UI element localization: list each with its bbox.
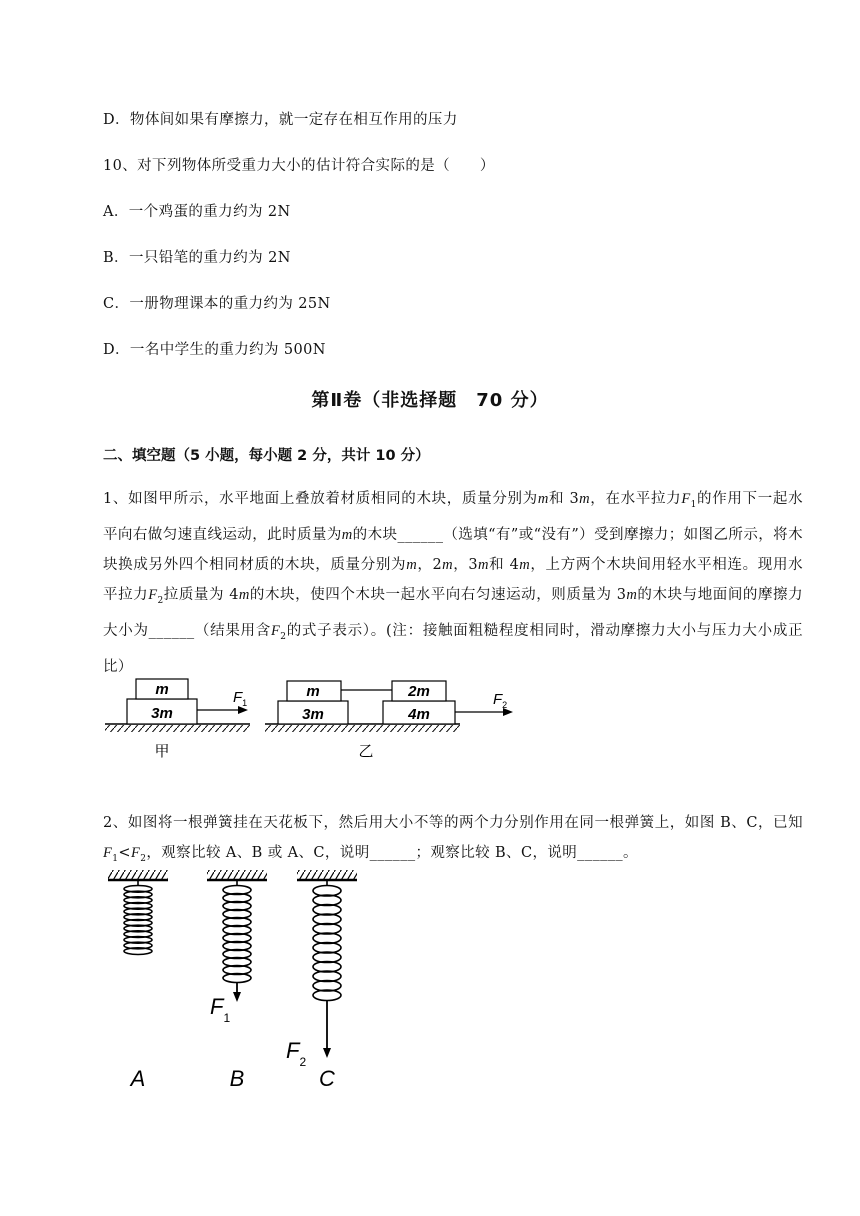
- figure-yi: [265, 681, 513, 760]
- force-f2-label: $F_2$: [493, 691, 508, 710]
- q10-option-a: A．一个鸡蛋的重力约为 2N: [103, 204, 291, 220]
- block-yi-4m-label: 4m: [408, 706, 430, 723]
- block-yi-3m-label: 3m: [302, 706, 324, 723]
- block-yi-2m-label: 2m: [408, 683, 430, 700]
- caption-jia: 甲: [154, 743, 170, 760]
- spring-b: [207, 870, 267, 1002]
- figure-jia: [105, 679, 250, 760]
- q10-option-c: C．一册物理课本的重力约为 25N: [103, 296, 331, 312]
- spring-c-label: C: [319, 1066, 335, 1091]
- part2-title: 第Ⅱ卷（非选择题 70 分）: [311, 390, 549, 411]
- q10-stem: 10、对下列物体所受重力大小的估计符合实际的是（ ）: [103, 158, 495, 174]
- block-yi-m-label: m: [306, 683, 320, 700]
- force-f1-spring-label: $F_1$: [210, 994, 231, 1025]
- fill-q1-text: 1、如图甲所示，水平地面上叠放着材质相同的木块，质量分别为m和 3m，在水平拉力$F_1$的作用下一起水平向右做匀速直线运动，此时质量为m的木块______（选填“有”或“没有”）受到摩擦力；如图乙所示，将木块换成另外四个相同材质的木块，质量分别为m，2m，3m和 4m，上方两个木块间用轻水平相连。现用水平拉力$F_2$拉质量为 4m的木块，使四个木块一起水平向右匀速运动，则质量为 3m的木块与地面间的摩擦力大小为______（结果用含$F_2$的式子表示）。(注：接触面粗糙程度相同时，滑动摩擦力大小与压力大小成正比）: [103, 491, 804, 675]
- block-3m-label: 3m: [151, 705, 173, 722]
- spring-b-label: B: [229, 1066, 245, 1091]
- fill-section-heading: 二、填空题（5 小题，每小题 2 分，共计 10 分）: [103, 448, 430, 464]
- q10-option-d: D．一名中学生的重力约为 500N: [103, 342, 326, 358]
- force-f1-label: $F_1$: [233, 689, 248, 708]
- block-m-label: m: [155, 681, 169, 698]
- blocks-figure: [100, 672, 530, 772]
- q9-option-d: D．物体间如果有摩擦力，就一定存在相互作用的压力: [103, 112, 458, 128]
- q10-option-b: B．一只铅笔的重力约为 2N: [103, 250, 291, 266]
- fill-q2-text: 2、如图将一根弹簧挂在天花板下，然后用大小不等的两个力分别作用在同一根弹簧上，如图 B、C，已知$F_1<F_2$，观察比较 A、B 或 A、C，说明______；观察比较 B、C，说明______。: [103, 815, 803, 864]
- caption-yi: 乙: [358, 743, 374, 760]
- force-f2-spring-label: $F_2$: [286, 1038, 307, 1069]
- springs-figure: [100, 862, 390, 1102]
- spring-a: [108, 870, 168, 955]
- spring-a-label: A: [130, 1066, 146, 1091]
- spring-c: [297, 870, 357, 1058]
